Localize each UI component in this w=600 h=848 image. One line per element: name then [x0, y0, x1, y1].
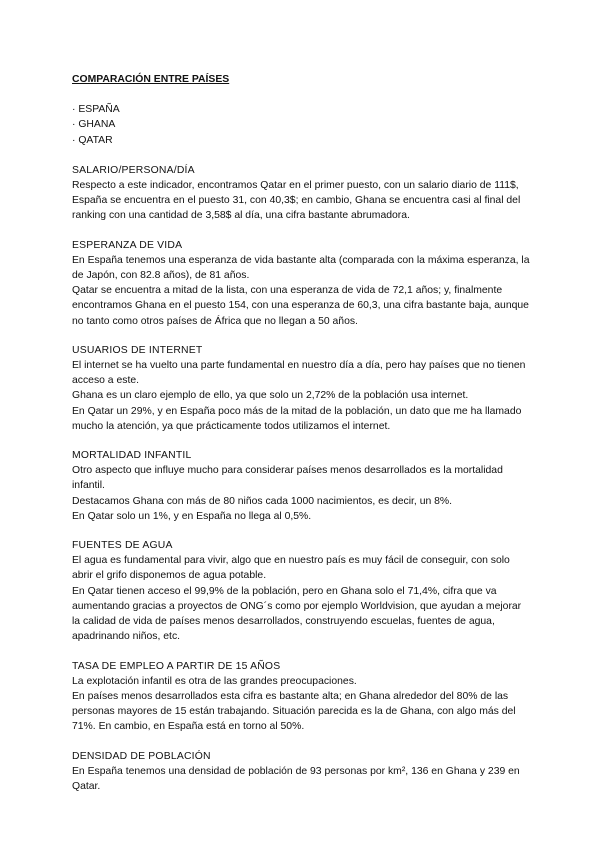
- section-paragraph: En Qatar solo un 1%, y en España no llega al 0,5%.: [72, 510, 312, 522]
- section-heading: FUENTES DE AGUA: [72, 540, 173, 552]
- section-heading: USUARIOS DE INTERNET: [72, 344, 203, 356]
- section-paragraph: Ghana es un claro ejemplo de ello, ya que solo un 2,72% de la población usa internet.: [72, 390, 469, 402]
- section-paragraph: El agua es fundamental para vivir, algo que en nuestro país es muy fácil de conseguir, con solo abrir el grifo disponemos de agua potable.: [72, 555, 510, 582]
- section-heading: TASA DE EMPLEO A PARTIR DE 15 AÑOS: [72, 660, 281, 672]
- section-heading: MORTALIDAD INFANTIL: [72, 450, 192, 462]
- section-esperanza-de-vida: [72, 238, 532, 329]
- section-paragraph: Respecto a este indicador, encontramos Qatar en el primer puesto, con un salario diario de 111$, España se encuentra en el puesto 31, con 40,3$; en cambio, Ghana se encuentra casi al final del ranking con una cantidad de 3,58$ al día, una cifra bastante abrumadora.: [72, 180, 521, 222]
- country-list: [72, 102, 532, 148]
- section-paragraph: Qatar se encuentra a mitad de la lista, con una esperanza de vida de 72,1 años; y, finalmente encontramos Ghana en el puesto 154, con una esperanza de 60,3, una cifra bastante baja, aunque no tanto como otros países de África que no llegan a 50 años.: [72, 285, 529, 327]
- section-usuarios-de-internet: [72, 343, 532, 434]
- section-densidad-de-poblacion: [72, 749, 532, 795]
- section-heading: ESPERANZA DE VIDA: [72, 239, 183, 251]
- section-paragraph: Otro aspecto que influye mucho para considerar países menos desarrollados es la mortalidad infantil.: [72, 465, 503, 492]
- section-tasa-de-empleo: [72, 659, 532, 735]
- document-title: COMPARACIÓN ENTRE PAÍSES: [72, 74, 230, 85]
- country-item: · ESPAÑA: [72, 104, 120, 116]
- section-paragraph: En países menos desarrollados esta cifra es bastante alta; en Ghana alrededor del 80% de las personas mayores de 15 están trabajando. Situación parecida es la de Ghana, con algo más del 71%. En cambio, en España está en torno al 50%.: [72, 690, 516, 733]
- section-paragraph: En Qatar tienen acceso el 99,9% de la población, pero en Ghana solo el 71,4%, cifra que va aumentando gracias a proyectos de ONG´s como por ejemplo Worldvision, que ayudan a mejorar la calidad de vida de países menos desarrollados, construyendo escuelas, fuentes de agua, apadrinando niños, etc.: [72, 585, 522, 643]
- section-fuentes-de-agua: [72, 538, 532, 644]
- section-paragraph: La explotación infantil es otra de las grandes preocupaciones.: [72, 675, 357, 687]
- section-paragraph: El internet se ha vuelto una parte fundamental en nuestro día a día, pero hay países que no tienen acceso a este.: [72, 360, 526, 387]
- section-paragraph: En España tenemos una densidad de población de 93 personas por km², 136 en Ghana y 239 en Qatar.: [72, 765, 520, 792]
- section-paragraph: En España tenemos una esperanza de vida bastante alta (comparada con la máxima esperanza, la de Japón, con 82.8 años), de 81 años.: [72, 254, 530, 282]
- section-paragraph: Destacamos Ghana con más de 80 niños cada 1000 nacimientos, es decir, un 8%.: [72, 495, 453, 507]
- document-page: [72, 72, 532, 808]
- section-mortalidad-infantil: [72, 448, 532, 524]
- country-item: · QATAR: [72, 134, 113, 146]
- section-salario: [72, 163, 532, 224]
- section-paragraph: En Qatar un 29%, y en España poco más de la mitad de la población, un dato que me ha llamado mucho la atención, ya que prácticamente todos utilizamos el internet.: [72, 405, 522, 432]
- section-heading: SALARIO/PERSONA/DÍA: [72, 164, 195, 176]
- country-item: · GHANA: [72, 119, 116, 131]
- section-heading: DENSIDAD DE POBLACIÓN: [72, 750, 211, 762]
